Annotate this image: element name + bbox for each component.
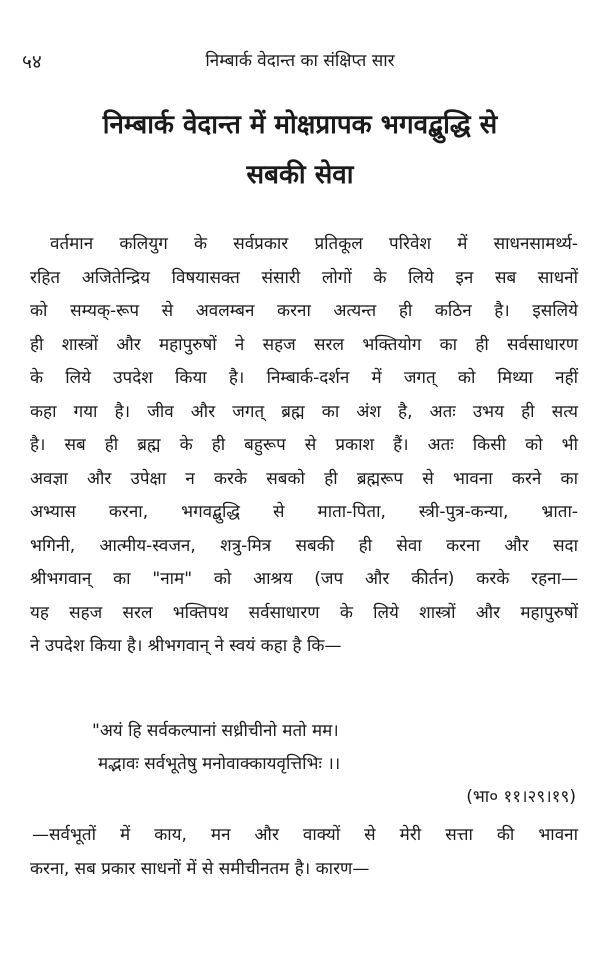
body-line: यह सहज सरल भक्तिपथ सर्वसाधारण के लिये शास्त्रों और महापुरुषों: [30, 602, 578, 623]
page-number: ५४: [22, 51, 42, 73]
closing-paragraph: [30, 818, 578, 886]
body-line: वर्तमान कलियुग के सर्वप्रकार प्रतिकूल परिवेश में साधनसामर्थ्य-: [50, 234, 578, 254]
body-line: कहा गया है। जीव और जगत् ब्रह्म का अंश है, अतः उभय ही सत्य: [30, 401, 578, 422]
body-line: के लिये उपदेश किया है। निम्बार्क-दर्शन में जगत् को मिथ्या नहीं: [30, 368, 578, 388]
chapter-title-line: निम्बार्क वेदान्त में मोक्षप्रापक भगवद्बुद्धि से: [102, 110, 498, 140]
sanskrit-verse: [92, 715, 552, 781]
verse-line: "अयं हि सर्वकल्पानां सध्रीचीनो मतो मम।: [92, 721, 339, 741]
body-line: श्रीभगवान् का "नाम" को आश्रय (जप और कीर्तन) करके रहना—: [30, 569, 578, 589]
verse-citation: (भा० ११।२९।१९): [466, 787, 576, 807]
chapter-title-line: सबकी सेवा: [246, 160, 354, 190]
body-line: भगिनी, आत्मीय-स्वजन, शत्रु-मित्र सबकी ही सेवा करना और सदा: [30, 535, 578, 556]
body-line: अभ्यास करना, भगवद्बुद्धि से माता-पिता, स्त्री-पुत्र-कन्या, भ्राता-: [30, 502, 578, 522]
body-paragraph: [30, 228, 578, 664]
verse-line: मद्भावः सर्वभूतेषु मनोवाक्कायवृत्तिभिः ।।: [98, 754, 341, 774]
running-header: [22, 44, 578, 74]
body-line: ने उपदेश किया है। श्रीभगवान् ने स्वयं कहा है कि—: [30, 636, 342, 656]
body-line: को सम्यक्-रूप से अवलम्बन करना अत्यन्त ही कठिन है। इसलिये: [30, 301, 578, 321]
body-line: है। सब ही ब्रह्म के ही बहुरूप से प्रकाश हैं। अतः किसी को भी: [30, 435, 578, 455]
closing-line: —सर्वभूतों में काय, मन और वाक्यों से मेरी सत्ता की भावना: [32, 825, 578, 845]
chapter-title: [30, 100, 570, 200]
body-line: रहित अजितेन्द्रिय विषयासक्त संसारी लोगों के लिये इन सब साधनों: [30, 267, 578, 288]
closing-line: करना, सब प्रकार साधनों में से समीचीनतम है। कारण—: [30, 859, 370, 879]
body-line: ही शास्त्रों और महापुरुषों ने सहज सरल भक्तियोग का ही सर्वसाधारण: [30, 334, 578, 355]
running-title: निम्बार्क वेदान्त का संक्षिप्त सार: [205, 51, 395, 71]
body-line: अवज्ञा और उपेक्षा न करके सबको ही ब्रह्मरूप से भावना करने का: [30, 468, 578, 489]
